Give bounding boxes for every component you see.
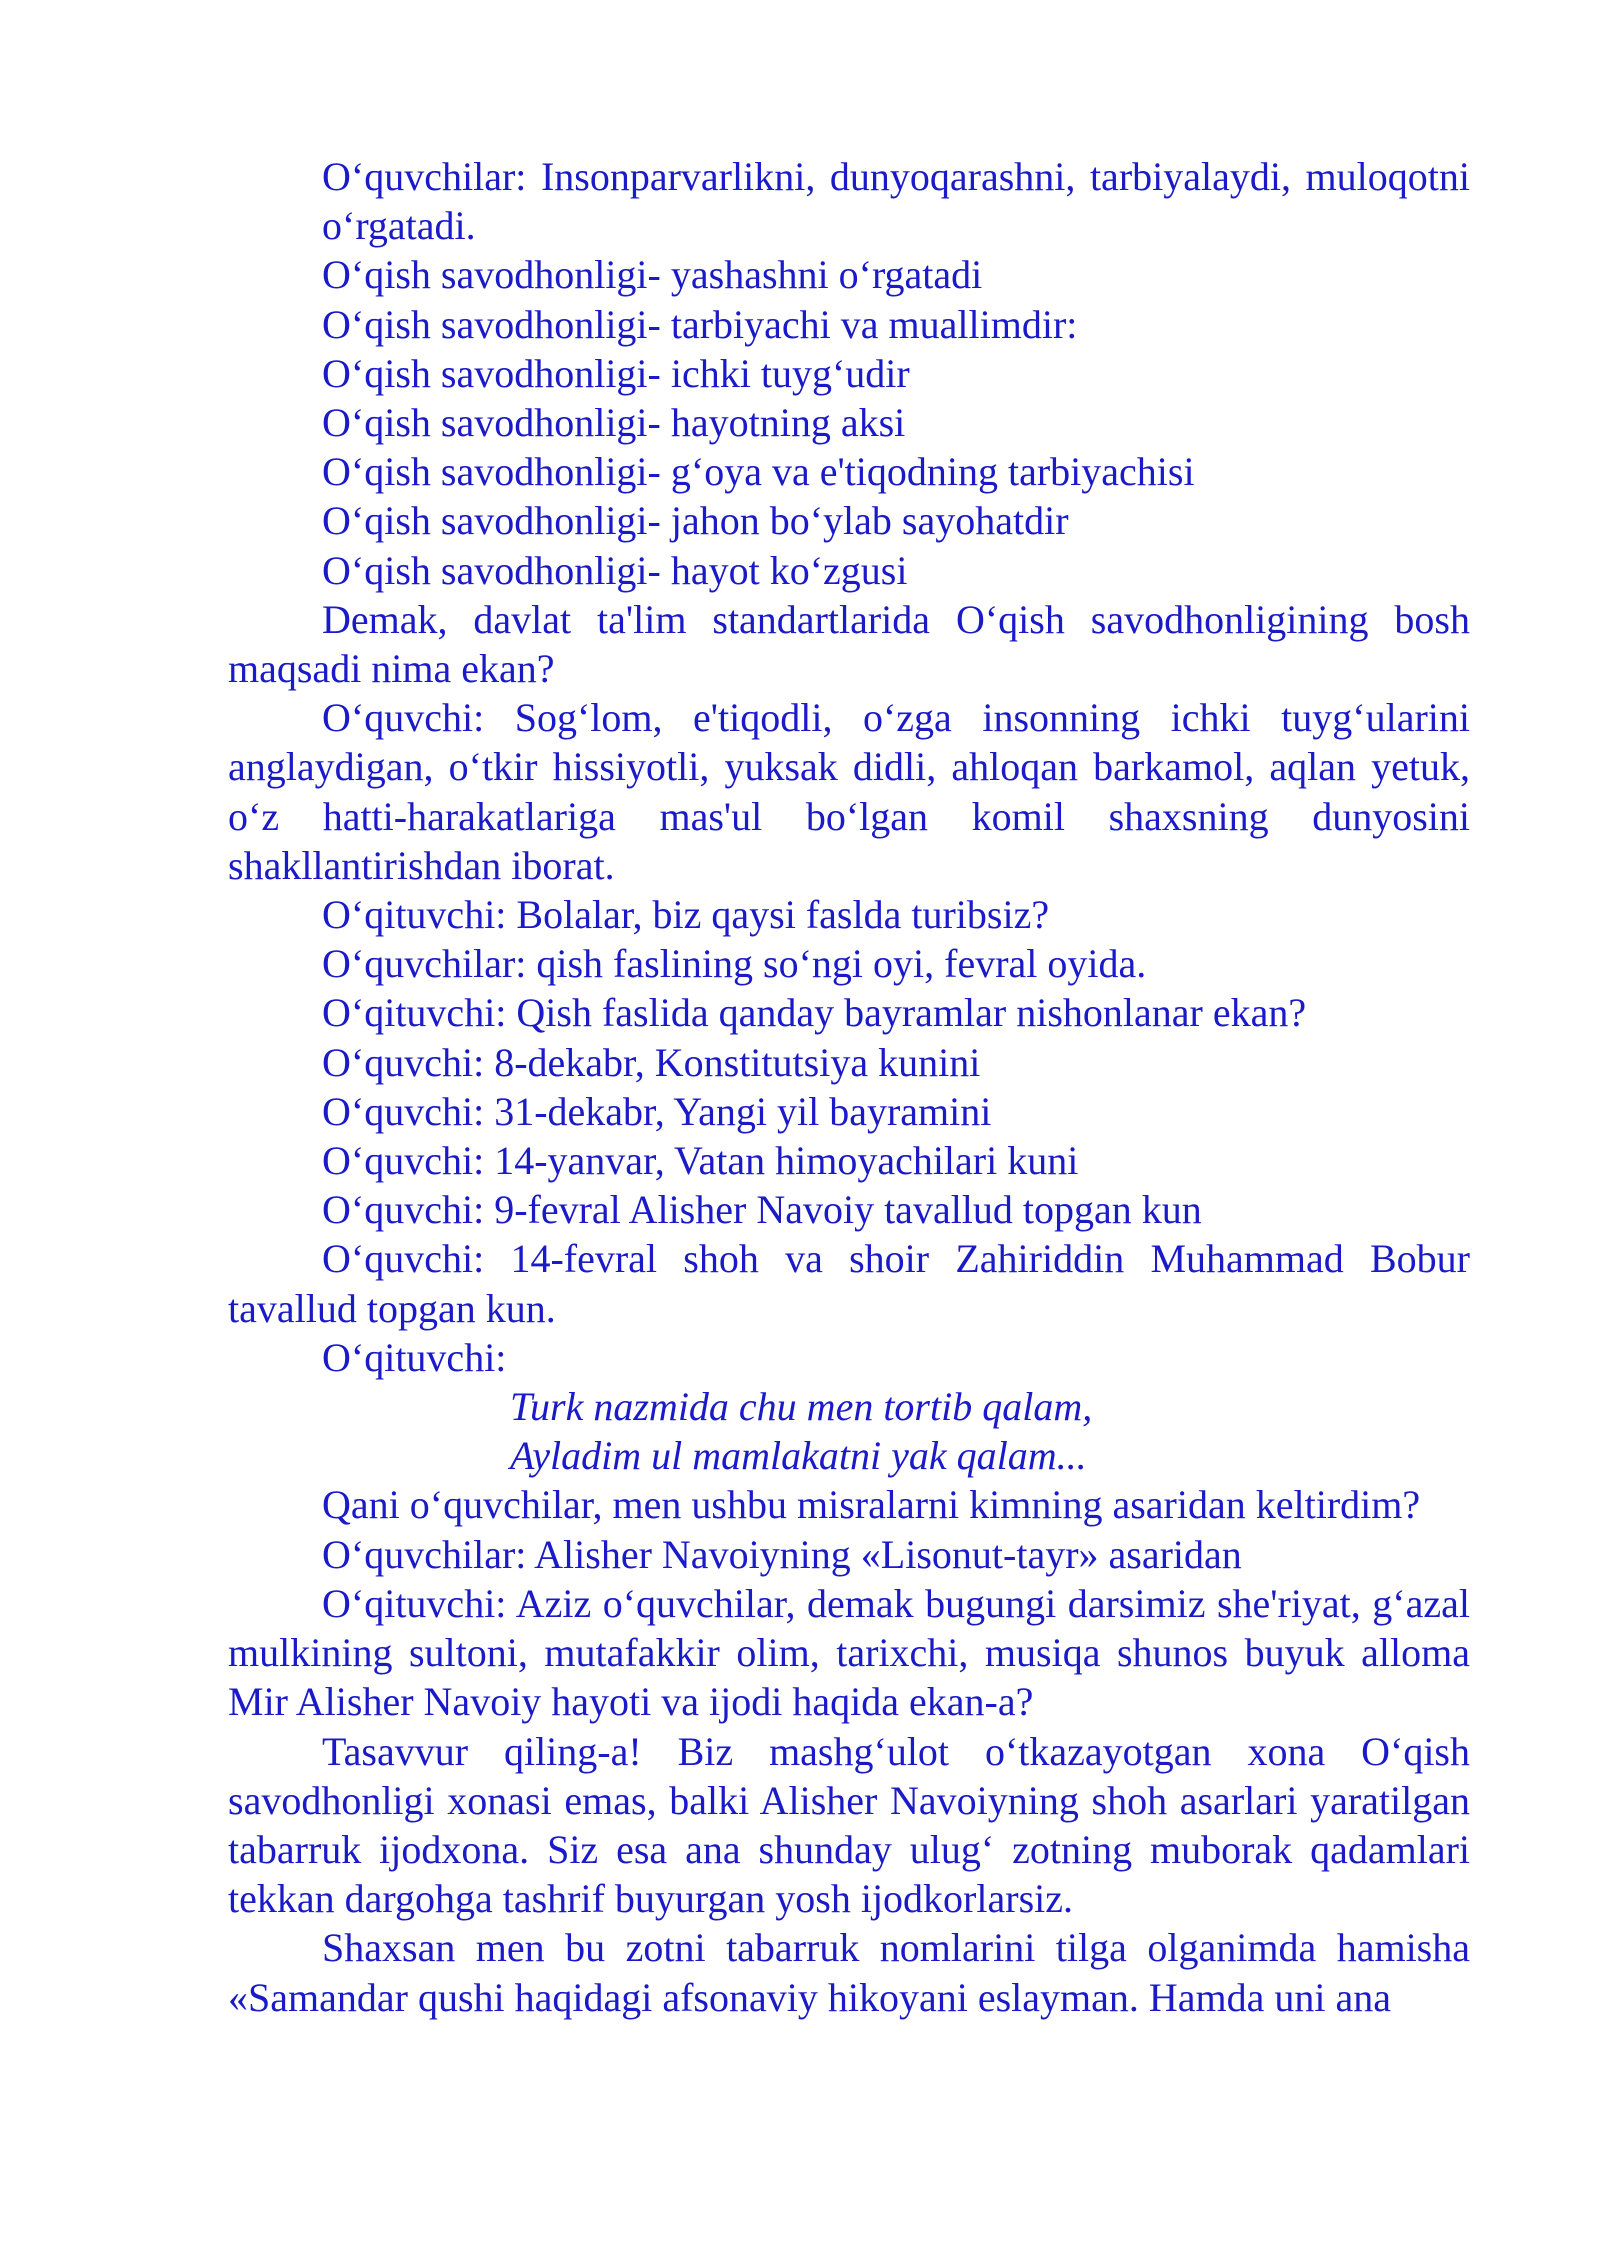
paragraph: Tasavvur qiling-a! Biz mashg‘ulot o‘tkazayotgan xona O‘qish savodhonligi xonasi emas, balki Alisher Navoiyning shoh asarlari yaratilgan tabarruk ijodxona. Siz esa ana shunday ulug‘ zotning muborak qadamlari tekkan dargohga tashrif buyurgan yosh ijodkorlarsiz. [228, 1728, 1470, 1922]
paragraph: O‘qish savodhonligi- hayotning aksi [322, 400, 906, 446]
paragraph: Demak, davlat ta'lim standartlarida O‘qish savodhonligining bosh maqsadi nima ekan? [228, 596, 1470, 692]
paragraph: O‘qituvchi: Bolalar, biz qaysi faslda turibsiz? [322, 892, 1050, 938]
paragraph: O‘quvchilar: Insonparvarlikni, dunyoqarashni, tarbiyalaydi, muloqotni o‘rgatadi. [322, 154, 1470, 249]
paragraph: O‘qituvchi: Qish faslida qanday bayramlar nishonlanar ekan? [322, 990, 1307, 1036]
paragraph: O‘quvchi: Sog‘lom, e'tiqodli, o‘zga insonning ichki tuyg‘ularini anglaydigan, o‘tkir hissiyotli, yuksak didli, ahloqan barkamol, aqlan yetuk, o‘z hatti-harakatlariga mas'ul bo‘lgan komil shaxsning dunyosini shakllantirishdan iborat. [228, 695, 1470, 888]
paragraph: O‘qish savodhonligi- yashashni o‘rgatadi [322, 252, 983, 298]
paragraph: O‘qish savodhonligi- tarbiyachi va muallimdir: [322, 301, 1078, 347]
paragraph: O‘qish savodhonligi- hayot ko‘zgusi [322, 547, 908, 593]
poem-line: Ayladim ul mamlakatni yak qalam... [510, 1433, 1087, 1479]
poem-line: Turk nazmida chu men tortib qalam, [510, 1384, 1093, 1430]
paragraph: O‘qituvchi: Aziz o‘quvchilar, demak bugungi darsimiz she'riyat, g‘azal mulkining sultoni, mutafakkir olim, tarixchi, musiqa shunos buyuk alloma Mir Alisher Navoiy hayoti va ijodi haqida ekan-a? [228, 1580, 1470, 1725]
paragraph: O‘qish savodhonligi- g‘oya va e'tiqodning tarbiyachisi [322, 449, 1195, 495]
paragraph: O‘quvchi: 8-dekabr, Konstitutsiya kunini [322, 1039, 981, 1085]
paragraph: O‘qituvchi: [322, 1334, 507, 1380]
document-page [228, 152, 1470, 2022]
paragraph: O‘quvchilar: qish faslining so‘ngi oyi, fevral oyida. [322, 941, 1147, 987]
paragraph: O‘quvchilar: Alisher Navoiyning «Lisonut-tayr» asaridan [322, 1531, 1242, 1577]
paragraph: O‘qish savodhonligi- jahon bo‘ylab sayohatdir [322, 498, 1069, 544]
paragraph: O‘quvchi: 14-fevral shoh va shoir Zahiriddin Muhammad Bobur tavallud topgan kun. [228, 1236, 1470, 1331]
paragraph: O‘qish savodhonligi- ichki tuyg‘udir [322, 350, 910, 396]
paragraph: O‘quvchi: 31-dekabr, Yangi yil bayramini [322, 1088, 992, 1134]
paragraph: O‘quvchi: 9-fevral Alisher Navoiy tavallud topgan kun [322, 1187, 1202, 1233]
paragraph: Qani o‘quvchilar, men ushbu misralarni kimning asaridan keltirdim? [322, 1482, 1421, 1528]
paragraph: O‘quvchi: 14-yanvar, Vatan himoyachilari kuni [322, 1138, 1079, 1184]
paragraph: Shaxsan men bu zotni tabarruk nomlarini tilga olganimda hamisha «Samandar qushi haqidagi afsonaviy hikoyani eslayman. Hamda uni ana [228, 1925, 1470, 2020]
